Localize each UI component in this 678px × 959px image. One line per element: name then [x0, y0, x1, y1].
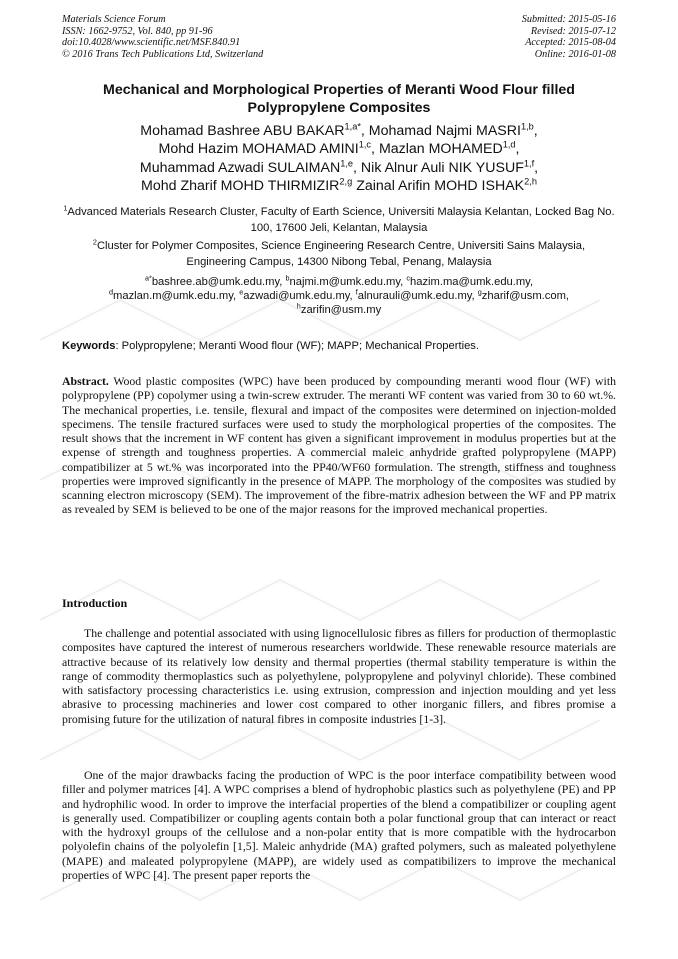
introduction-heading: Introduction	[62, 596, 128, 610]
author-sup: 1,e	[340, 158, 354, 169]
email-link[interactable]: azwadi@umk.edu.my	[243, 290, 350, 303]
author-sup: 1,c	[358, 139, 372, 150]
email-link[interactable]: alnurauli@umk.edu.my	[357, 290, 472, 303]
date-revised: Revised: 2015-07-12	[530, 25, 616, 37]
journal-info	[62, 14, 263, 60]
date-online: Online: 2016-01-08	[534, 48, 616, 60]
journal-copyright: © 2016 Trans Tech Publications Ltd, Switzerland	[62, 48, 264, 60]
email-link[interactable]: bashree.ab@umk.edu.my	[151, 276, 280, 288]
journal-name: Materials Science Forum	[62, 14, 166, 25]
email-sup: f	[355, 287, 358, 297]
journal-header	[62, 14, 616, 60]
intro-paragraph-2: One of the major drawbacks facing the production of WPC is the poor interface compatibility between wood filler and polymer matrices [4]. A WPC comprises a blend of hydrophobic plastics such as polyethylene (PE) and PP and hydrophilic wood. In order to improve the interfacial properties of the blend a compatibilizer or coupling agent is generally used. Compatibilizer or coupling agents contain both a polar functional group that can interact or react with the hydroxyl groups of the cellulose and a non-polar entity that is more compatible with the hydrocarbon polyolefin chains of the polyolefin [1,5]. Maleic anhydride (MA) grafted polymers, such as maleated polyethylene (MAPE) and maleated polypropylene (MAPP), are widely used as compatibilizers to improve the mechanical properties of WPC [4]. The present paper reports the	[62, 768, 616, 882]
affiliation-number: 1	[63, 203, 68, 213]
abstract-text: Wood plastic composites (WPC) have been produced by compounding meranti wood flour (WF) with polypropylene (PP) copolymer using a twin-screw extruder. The meranti WF content was varied from 30 to 60 wt.%. The mechanical properties, i.e. tensile, flexural and impact of the composites were determined on injection-molded specimens. The tensile fractured surfaces were used to study the morphological properties of the composites. The result shows that the increment in WF content has given a significant improvement in modulus properties but at the expense of strength and toughness properties. A commercial maleic anhydride grafted polypropylene (MAPP) compatibilizer at 5 wt.% was incorporated into the PP40/WF60 formulation. The strength, stiffness and toughness properties were improved significantly in the presence of MAPP. The morphology of the composites was studied by scanning electron microscopy (SEM). The improvement of the fibre-matrix adhesion between the WF and PP matrix as revealed by SEM is believed to be one of the major reasons for the improved mechanical properties.	[62, 374, 616, 517]
affiliation-1	[62, 205, 616, 236]
email-sup: g	[477, 287, 482, 297]
affiliation-text: Cluster for Polymer Composites, Science Engineering Research Centre, Universiti Sains Malaysia, Engineering Campus, 14300 Nibong Tebal, Penang, Malaysia	[96, 240, 586, 268]
author-name: Zainal Arifin MOHD ISHAK	[356, 178, 525, 195]
affiliation-2	[62, 239, 616, 270]
email-link[interactable]: zharif@usm.com	[481, 290, 566, 303]
email-link[interactable]: mazlan.m@umk.edu.my	[113, 290, 233, 303]
author-sup: 2,h	[524, 176, 537, 187]
email-sup: e	[239, 287, 244, 297]
abstract-label: Abstract.	[62, 374, 109, 388]
author-sup: 1,a*	[344, 121, 361, 132]
author-sup: 2,g	[339, 176, 353, 187]
email-sup: h	[296, 301, 301, 311]
author-name: Muhammad Azwadi SULAIMAN	[139, 159, 341, 176]
abstract	[62, 374, 616, 517]
date-accepted: Accepted: 2015-08-04	[525, 37, 616, 49]
email-link[interactable]: najmi.m@umk.edu.my	[289, 276, 401, 288]
affiliation-number: 2	[92, 237, 97, 247]
article-dates	[522, 14, 616, 60]
author-sup: 1,f	[523, 158, 535, 169]
email-sup: c	[406, 273, 410, 283]
email-link[interactable]: zarifin@usm.my	[300, 304, 382, 317]
author-name: Mazlan MOHAMED	[378, 141, 503, 158]
affiliation-text: Advanced Materials Research Cluster, Faculty of Earth Science, Universiti Malaysia Kelantan, Locked Bag No. 100, 17600 Jeli, Kelantan, Malaysia	[67, 206, 615, 234]
date-submitted: Submitted: 2015-05-16	[521, 14, 616, 25]
author-name: Mohamad Najmi MASRI	[368, 123, 521, 139]
keywords-text: : Polypropylene; Meranti Wood flour (WF); MAPP; Mechanical Properties.	[115, 340, 479, 352]
author-name: Nik Alnur Auli NIK YUSUF	[360, 159, 524, 176]
author-name: Mohd Hazim MOHAMAD AMINI	[158, 141, 359, 158]
author-sup: 1,d	[502, 139, 516, 150]
email-sup: d	[108, 287, 114, 297]
email-list: $^{a*}$bashree.ab@umk.edu.my, $^b$najmi.m@umk.edu.my, $^c$hazim.ma@umk.edu.my, $^d$mazlan.m@umk.edu.my, $^e$azwadi@umk.edu.my, $^f$alnurauli@umk.edu.my, $^g$zharif@usm.com, $^h$zarifin@usm.my	[108, 273, 569, 317]
email-sup: a*	[144, 273, 152, 283]
keywords-line	[62, 339, 616, 353]
author-name: Mohamad Bashree ABU BAKAR	[140, 123, 345, 139]
keywords-label: Keywords	[62, 340, 116, 352]
intro-paragraph-1: The challenge and potential associated with using lignocellulosic fibres as fillers for production of thermoplastic composites have captured the interest of numerous researchers worldwide. These renewable resource materials are attractive because of its relatively low density and thermal properties (thermal stability temperature is within the range of commodity thermoplastics such as polyethylene, polypropylene and polyvinyl chloride). These combined with satisfactory processing characteristics i.e. using extrusion, compression and injection moulding and yet less abrasive to processing machineries and lower cost compared to other inorganic fillers, and fibres promise a promising future for the utilization of natural fibres in composite industries [1-3].	[62, 626, 616, 726]
paper-title: Mechanical and Morphological Properties of Meranti Wood Flour filled Polypropylene Composites	[103, 82, 575, 116]
email-link[interactable]: hazim.ma@umk.edu.my	[410, 276, 530, 288]
email-sup: b	[285, 273, 290, 283]
author-sup: 1,b	[520, 121, 534, 132]
author-name: Mohd Zharif MOHD THIRMIZIR	[141, 178, 340, 195]
journal-doi: doi:10.4028/www.scientific.net/MSF.840.91	[62, 37, 241, 49]
journal-issn: ISSN: 1662-9752, Vol. 840, pp 91-96	[62, 25, 213, 37]
author-list: Mohamad Bashree ABU $BAKAR^{1,a*}$, Mohamad Najmi MASRI$^{1,b}$, Mohd Hazim MOHAMAD AMINI$^{1,c}$, Mazlan MOHAMED$^{1,d}$, Muhammad Azwadi SULAIMAN$^{1,e}$, Nik Alnur Auli NIK YUSUF$^{1,f}$, Mohd Zharif MOHD THIRMIZIR$^{2,g}$ Zainal Arifin MOHD ISHAK$^{2,h}$	[139, 121, 539, 195]
